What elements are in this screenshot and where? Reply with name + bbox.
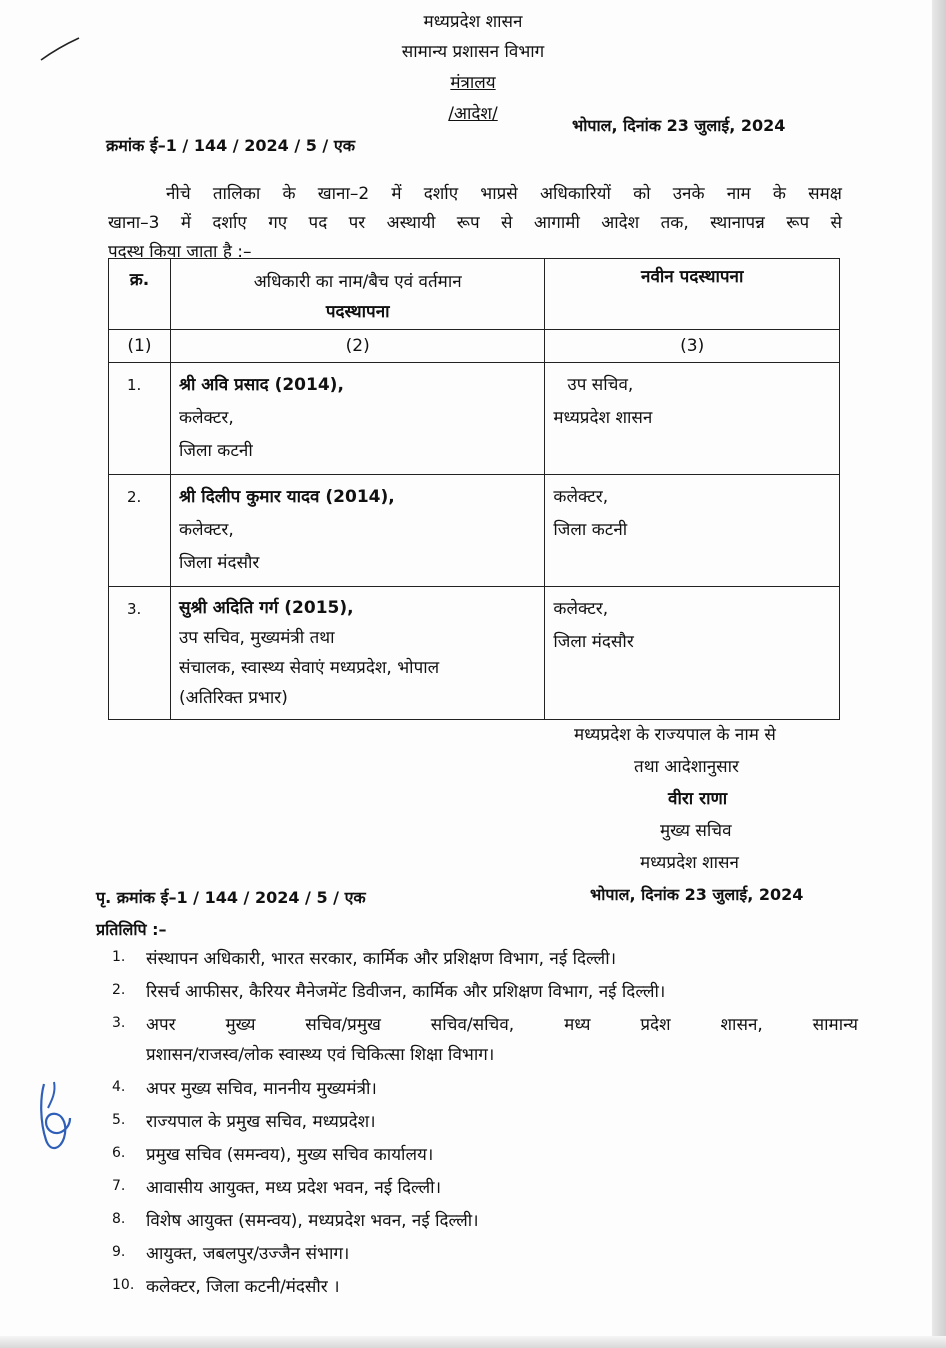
order-number: क्रमांक ई–1 / 144 / 2024 / 5 / एक	[106, 136, 355, 155]
current-posting-line: (अतिरिक्त प्रभार)	[178, 688, 288, 708]
officer-name: श्री दिलीप कुमार यादव (2014),	[178, 487, 395, 507]
table-row	[109, 363, 840, 475]
col-header-officer: अधिकारी का नाम/बैच एवं वर्तमान	[253, 272, 462, 292]
list-item-text: अपर मुख्य सचिव/प्रमुख सचिव/सचिव, मध्य प्रदेश शासन, सामान्य	[146, 1015, 858, 1035]
header-department: सामान्य प्रशासन विभाग	[401, 42, 545, 62]
row-sno: 1.	[127, 376, 142, 394]
order-date: भोपाल, दिनांक 23 जुलाई, 2024	[572, 116, 786, 135]
signatory-name: वीरा राणा	[668, 789, 728, 809]
new-posting-line: जिला मंदसौर	[553, 632, 634, 652]
intro-line-1: नीचे तालिका के खाना–2 में दर्शाए भाप्रसे अधिकारियों को उनके नाम के समक्ष	[166, 184, 842, 204]
list-item-number: 3.	[112, 1015, 126, 1031]
list-item-number: 10.	[112, 1277, 135, 1293]
page-edge-shadow	[932, 0, 946, 1348]
new-posting-line: उप सचिव,	[567, 375, 634, 395]
new-posting-line: मध्यप्रदेश शासन	[553, 408, 653, 428]
list-item-number: 5.	[112, 1112, 126, 1128]
copy-to-label: प्रतिलिपि :–	[96, 920, 167, 939]
table-colnum-row	[109, 330, 840, 363]
header-ministry: मंत्रालय	[450, 73, 496, 93]
current-posting-line: संचालक, स्वास्थ्य सेवाएं मध्यप्रदेश, भोपाल	[178, 658, 440, 678]
colnum-2: (2)	[170, 330, 544, 363]
new-posting-line: कलेक्टर,	[553, 599, 609, 619]
current-posting-line: जिला मंदसौर	[178, 553, 260, 573]
list-item-text: संस्थापन अधिकारी, भारत सरकार, कार्मिक और प्रशिक्षण विभाग, नई दिल्ली।	[146, 949, 617, 969]
list-item-number: 9.	[112, 1244, 126, 1260]
col-header-sno: क्र.	[129, 270, 150, 290]
current-posting-line: जिला कटनी	[178, 441, 253, 461]
list-item-text: आयुक्त, जबलपुर/उज्जैन संभाग।	[146, 1244, 350, 1264]
colnum-1: (1)	[109, 330, 171, 363]
header-govt: मध्यप्रदेश शासन	[423, 12, 523, 32]
signature-order-line: तथा आदेशानुसार	[634, 757, 740, 777]
list-item-text: आवासीय आयुक्त, मध्य प्रदेश भवन, नई दिल्ली।	[146, 1178, 442, 1198]
list-item-text: कलेक्टर, जिला कटनी/मंदसौर ।	[146, 1277, 340, 1297]
list-item-text-cont: प्रशासन/राजस्व/लोक स्वास्थ्य एवं चिकित्सा शिक्षा विभाग।	[146, 1045, 495, 1065]
officer-name: श्री अवि प्रसाद (2014),	[178, 375, 344, 395]
signatory-office: मध्यप्रदेश शासन	[640, 853, 739, 873]
posting-table	[108, 258, 840, 720]
row-sno: 2.	[127, 488, 142, 506]
pen-initial-mark	[34, 1078, 76, 1158]
endorsement-number: पृ. क्रमांक ई–1 / 144 / 2024 / 5 / एक	[96, 888, 366, 907]
list-item-text: राज्यपाल के प्रमुख सचिव, मध्यप्रदेश।	[146, 1112, 376, 1132]
list-item-number: 1.	[112, 949, 126, 965]
table-row	[109, 475, 840, 587]
row-sno: 3.	[127, 600, 142, 618]
list-item-text: प्रमुख सचिव (समन्वय), मुख्य सचिव कार्यालय।	[146, 1145, 434, 1165]
signature-authority-line: मध्यप्रदेश के राज्यपाल के नाम से	[574, 725, 776, 745]
copy-to-list	[112, 944, 860, 1304]
intro-paragraph	[108, 180, 842, 267]
current-posting-line: कलेक्टर,	[178, 520, 234, 540]
table-row	[109, 587, 840, 720]
list-item-text: अपर मुख्य सचिव, माननीय मुख्यमंत्री।	[146, 1079, 377, 1099]
col-header-officer-line2: पदस्थापना	[325, 302, 390, 322]
list-item-number: 4.	[112, 1079, 126, 1095]
list-item-number: 7.	[112, 1178, 126, 1194]
list-item-number: 6.	[112, 1145, 126, 1161]
signatory-designation: मुख्य सचिव	[660, 821, 732, 841]
list-item-number: 8.	[112, 1211, 126, 1227]
new-posting-line: जिला कटनी	[553, 520, 628, 540]
list-item-text: विशेष आयुक्त (समन्वय), मध्यप्रदेश भवन, नई दिल्ली।	[146, 1211, 479, 1231]
list-item-text: रिसर्च आफीसर, कैरियर मैनेजमेंट डिवीजन, कार्मिक और प्रशिक्षण विभाग, नई दिल्ली।	[146, 982, 666, 1002]
list-item-number: 2.	[112, 982, 126, 998]
intro-line-2: खाना–3 में दर्शाए गए पद पर अस्थायी रूप से आगामी आदेश तक, स्थानापन्न रूप से	[108, 213, 842, 233]
endorsement-date: भोपाल, दिनांक 23 जुलाई, 2024	[590, 885, 804, 904]
page-bottom-edge	[0, 1336, 946, 1348]
current-posting-line: उप सचिव, मुख्यमंत्री तथा	[178, 628, 335, 648]
table-header-row	[109, 259, 840, 330]
colnum-3: (3)	[545, 330, 840, 363]
current-posting-line: कलेक्टर,	[178, 408, 234, 428]
col-header-new-posting: नवीन पदस्थापना	[641, 267, 744, 287]
header-order-title: /आदेश/	[448, 104, 498, 124]
new-posting-line: कलेक्टर,	[553, 487, 609, 507]
officer-name: सुश्री अदिति गर्ग (2015),	[178, 598, 354, 618]
intro-line-3: पदस्थ किया जाता है :–	[108, 242, 252, 262]
